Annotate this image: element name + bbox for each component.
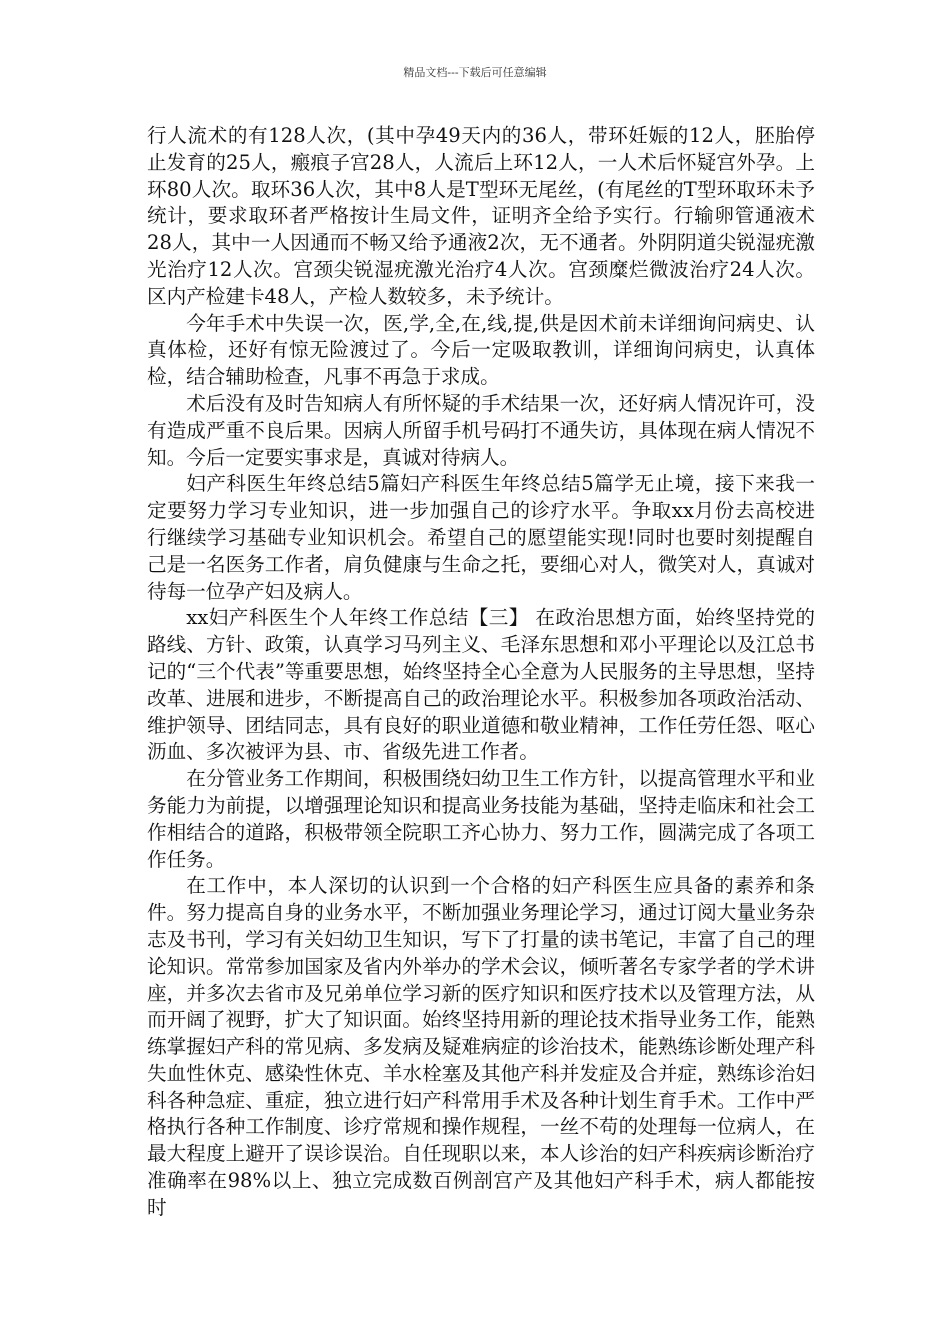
page-header: 精品文档---下载后可任意编辑 xyxy=(403,66,547,79)
paragraph-1: 行人流术的有128人次，(其中孕49天内的36人，带环妊娠的12人，胚胎停止发育的25人，瘢痕子宫28人，人流后上环12人，一人术后怀疑宫外孕。上环80人次。取环36人次，其中8人是T型环无尾丝，(有尾丝的T型环取环未予统计，要求取环者严格按计生局文件，证明齐全给予实行。行输卵管通液术28人，其中一人因通而不畅又给予通液2次，无不通者。外阴阴道尖锐湿疣激光治疗12人次。宫颈尖锐湿疣激光治疗4人次。宫颈糜烂微波治疗24人次。区内产检建卡48人，产检人数较多，未予统计。 xyxy=(147,124,815,308)
paragraph-7: 在工作中，本人深切的认识到一个合格的妇产科医生应具备的素养和条件。努力提高自身的业务水平，不断加强业务理论学习，通过订阅大量业务杂志及书刊，学习有关妇幼卫生知识，写下了打量的读书笔记，丰富了自己的理论知识。常常参加国家及省内外举办的学术会议，倾听著名专家学者的学术讲座，并多次去省市及兄弟单位学习新的医疗知识和医疗技术以及管理方法，从而开阔了视野，扩大了知识面。始终坚持用新的理论技术指导业务工作，能熟练掌握妇产科的常见病、多发病及疑难病症的诊治技术，能熟练诊断处理产科失血性休克、感染性休克、羊水栓塞及其他产科并发症及合并症，熟练诊治妇科各种急症、重症，独立进行妇产科常用手术及各种计划生育手术。工作中严格执行各种工作制度、诊疗常规和操作规程，一丝不苟的处理每一位病人，在最大程度上避开了误诊误治。自任现职以来，本人诊治的妇产科疾病诊断治疗准确率在98%以上、独立完成数百例剖宫产及其他妇产科手术，病人都能按时 xyxy=(147,874,815,1219)
paragraph-5: xx妇产科医生个人年终工作总结【三】 在政治思想方面，始终坚持党的路线、方针、政策，认真学习马列主义、毛泽东思想和邓小平理论以及江总书记的“三个代表”等重要思想，始终坚持全心全意为人民服务的主导思想，坚持改革、进展和进步，不断提高自己的政治理论水平。积极参加各项政治活动、维护领导、团结同志，具有良好的职业道德和敬业精神，工作任劳任怨、呕心沥血、多次被评为县、市、省级先进工作者。 xyxy=(147,606,815,764)
paragraph-6: 在分管业务工作期间，积极围绕妇幼卫生工作方针，以提高管理水平和业务能力为前提，以增强理论知识和提高业务技能为基础，坚持走临床和社会工作相结合的道路，积极带领全院职工齐心协力、努力工作，圆满完成了各项工作任务。 xyxy=(147,767,815,871)
paragraph-2: 今年手术中失误一次，医,学,全,在,线,提,供是因术前未详细询问病史、认真体检，还好有惊无险渡过了。今后一定吸取教训，详细询问病史，认真体检，结合辅助检查，凡事不再急于求成。 xyxy=(147,311,815,389)
document-body xyxy=(147,123,815,1222)
paragraph-4: 妇产科医生年终总结5篇妇产科医生年终总结5篇学无止境，接下来我一定要努力学习专业知识，进一步加强自己的诊疗水平。争取xx月份去高校进行继续学习基础专业知识机会。希望自己的愿望能实现!同时也要时刻提醒自己是一名医务工作者，肩负健康与生命之托，要细心对人，微笑对人，真诚对待每一位孕产妇及病人。 xyxy=(147,472,815,603)
paragraph-3: 术后没有及时告知病人有所怀疑的手术结果一次，还好病人情况许可，没有造成严重不良后果。因病人所留手机号码打不通失访，具体现在病人情况不知。今后一定要实事求是，真诚对待病人。 xyxy=(147,391,815,469)
